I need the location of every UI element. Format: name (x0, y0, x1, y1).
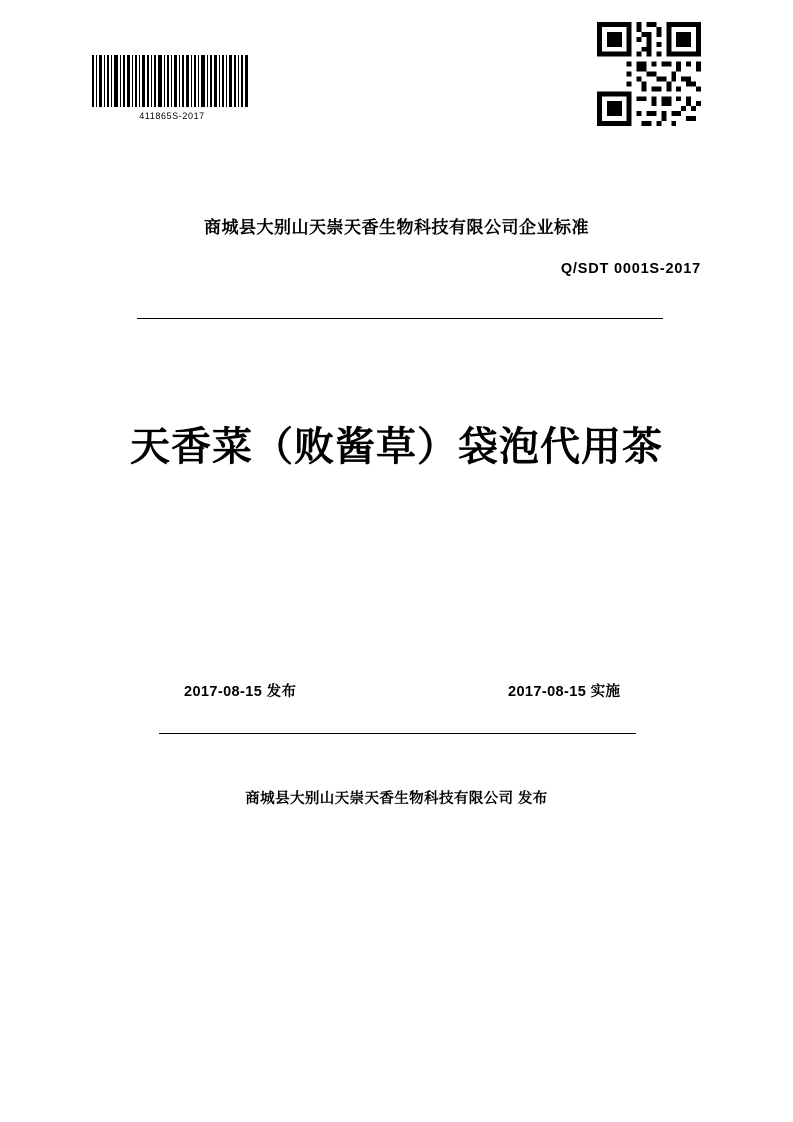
standard-code: Q/SDT 0001S-2017 (560, 261, 701, 277)
date-row (0, 680, 793, 702)
effective-date: 2017-08-15 实施 (508, 684, 621, 700)
barcode-block (92, 55, 252, 121)
publisher-line: 商城县大别山天崇天香生物科技有限公司 发布 (245, 791, 548, 807)
publish-date: 2017-08-15 发布 (184, 684, 297, 700)
divider-bottom (159, 733, 636, 734)
qr-code-icon (597, 22, 701, 126)
qr-code-block (597, 22, 701, 126)
barcode-number: 411865S-2017 (139, 111, 205, 121)
barcode-icon (92, 55, 249, 107)
page-title: 天香菜（败酱草）袋泡代用茶 (130, 425, 663, 469)
company-standard-line: 商城县大别山天崇天香生物科技有限公司企业标准 (204, 218, 589, 237)
divider-top (137, 318, 663, 319)
